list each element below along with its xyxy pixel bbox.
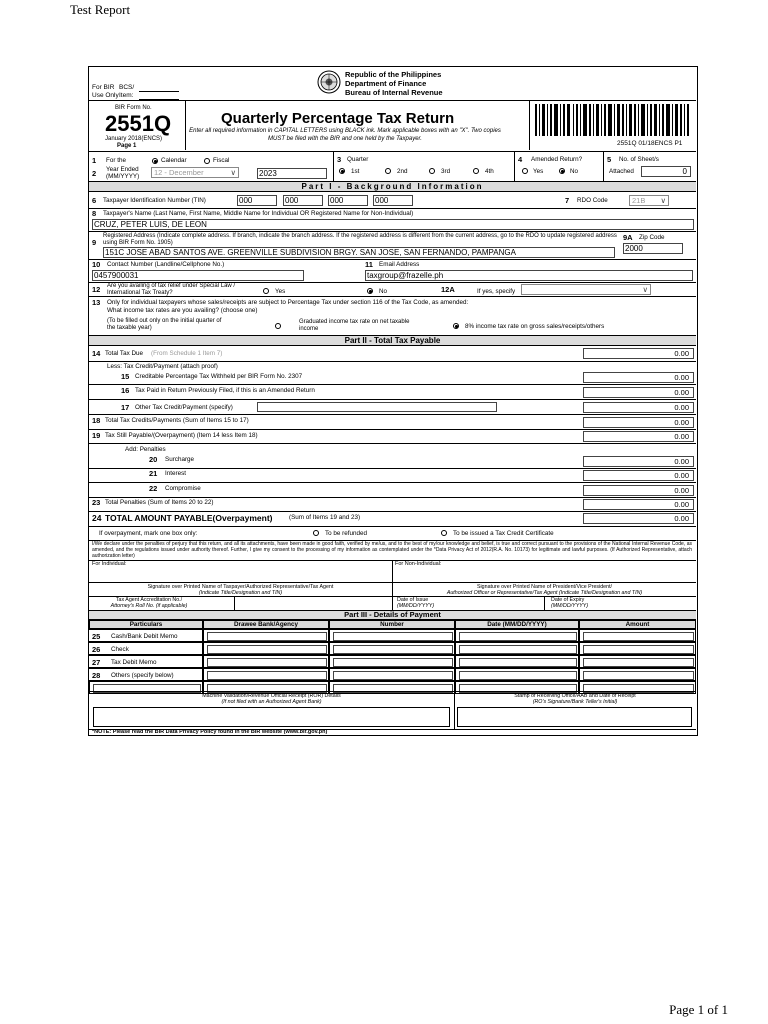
payment-column-header: Amount [579,620,696,629]
payment-input[interactable] [459,632,577,641]
barcode-icon [533,102,691,138]
payment-input[interactable] [583,671,694,680]
item-19-number: 19 [92,431,101,440]
payment-input[interactable] [333,645,453,654]
part3-title: Part III - Details of Payment [89,610,696,620]
payment-row-label: Tax Debit Memo [111,659,157,666]
date-expiry-caption: Date of Expiry (MM/DD/YYYY) [551,597,589,609]
quarter-2nd-radio[interactable] [385,168,391,174]
item-12-number: 12 [92,285,101,294]
payment-cell [579,629,696,642]
other-tax-credit-field[interactable]: 0.00 [583,402,694,413]
payment-cell [203,668,329,681]
total-tax-credits-label: Total Tax Credits/Payments (Sum of Items 15 to 17) [105,417,249,424]
item-23-number: 23 [92,498,101,507]
if-yes-label: If yes, specify [477,288,516,295]
payment-input[interactable] [333,671,453,680]
payment-column-header: Number [329,620,455,629]
payment-row [89,655,203,668]
item-label: Item: [119,92,134,99]
total-amount-payable-label: TOTAL AMOUNT PAYABLE(Overpayment) [105,513,273,523]
payment-row-number: 27 [92,658,101,667]
payment-cell [203,655,329,668]
relief-no-radio[interactable] [367,288,373,294]
compromise-field[interactable]: 0.00 [583,485,694,496]
contact-number-field[interactable]: 0457900031 [92,270,304,281]
date-issue-caption: Date of Issue (MM/DD/YYYY) [397,597,435,609]
payment-column-header: Date (MM/DD/YYYY) [455,620,579,629]
payment-column-header: Particulars [89,620,203,629]
payment-input[interactable] [459,658,577,667]
department-text: Department of Finance [345,79,427,88]
quarter-1st-radio[interactable] [339,168,345,174]
payment-input[interactable] [207,671,327,680]
payment-input[interactable] [459,671,577,680]
amended-no-label: No [570,168,579,175]
item-8-number: 8 [92,209,97,218]
total-tax-due-label: Total Tax Due [105,350,144,357]
item-18-number: 18 [92,416,101,425]
item-13-number: 13 [92,298,101,307]
tcc-radio[interactable] [441,530,447,536]
email-label: Email Address [379,261,420,268]
relief-label: Are you availing of tax relief under Special Law / International Tax Treaty? [107,283,236,296]
tcc-label: To be issued a Tax Credit Certificate [453,530,554,537]
name-label: Taxpayer's Name (Last Name, First Name, Middle Name for Individual OR Registered Name for Non-Individual) [103,210,414,217]
payment-cell [579,655,696,668]
payment-input[interactable] [207,632,327,641]
form-title: Quarterly Percentage Tax Return [221,110,455,127]
signature-non-individual-caption: Signature over Printed Name of President/Vice President/ Authorized Officer or Representative/Tax Agent (Indicate Title/Designation and TIN) [446,584,643,596]
fiscal-label: Fiscal [213,157,230,164]
payment-row-number: 26 [92,645,101,654]
quarter-4th-radio[interactable] [473,168,479,174]
tax-paid-previously-field[interactable]: 0.00 [583,387,694,398]
refund-radio[interactable] [313,530,319,536]
item-21-number: 21 [149,469,158,478]
amended-label: Amended Return? [531,156,583,163]
barcode-caption: 2551Q 01/18ENCS P1 [617,140,683,147]
treaty-select[interactable] [521,284,651,295]
payment-cell [579,668,696,681]
zip-label: Zip Code [639,234,665,241]
add-penalties-label: Add: Penalties [125,446,166,453]
machine-validation-box [93,707,450,727]
address-label: Registered Address (Indicate complete address. If branch, indicate the branch address. If the registered address is different from the current address, go to the RDO to update registered address using BIR Form No. 1905) [103,233,617,246]
year-field[interactable]: 2023 [257,168,327,179]
sheets-field[interactable]: 0 [641,166,691,177]
payment-row [89,668,203,681]
total-tax-due-hint: (From Schedule 1 Item 7) [151,350,223,357]
less-tax-credit-label: Less: Tax Credit/Payment (attach proof) [107,363,218,370]
payment-row-label: Check [111,646,129,653]
creditable-tax-label: Creditable Percentage Tax Withheld per BIR Form No. 2307 [135,373,303,380]
tin-field-1[interactable]: 000 [237,195,277,206]
surcharge-label: Surcharge [165,456,195,463]
quarter-label: Quarter [347,156,369,163]
interest-label: Interest [165,470,186,477]
quarter-3rd-label: 3rd [441,168,451,175]
other-tax-credit-specify-field[interactable] [257,402,497,412]
tax-paid-previously-label: Tax Paid in Return Previously Filed, if this is an Amended Return [135,387,315,394]
tin-field-4[interactable]: 000 [373,195,413,206]
payment-input[interactable] [583,658,694,667]
item-20-number: 20 [149,455,158,464]
payment-input[interactable] [333,658,453,667]
year-ended-label: Year Ended [106,166,139,173]
payment-cell [329,655,455,668]
item-16-number: 16 [121,386,130,395]
stamp-receiving-box [457,707,692,727]
payment-input[interactable] [583,645,694,654]
chevron-down-icon: ∨ [660,196,666,205]
tax-still-payable-field[interactable]: 0.00 [583,431,694,442]
item-15-number: 15 [121,372,130,381]
payment-input[interactable] [333,632,453,641]
payment-column-header: Drawee Bank/Agency [203,620,329,629]
payment-row-number: 28 [92,671,101,680]
tin-field-2[interactable]: 000 [283,195,323,206]
other-tax-credit-label: Other Tax Credit/Payment (specify) [135,404,233,411]
mmyyyy-label: (MM/YYYY) [106,173,140,180]
bcs-label: BCS/ [119,84,135,91]
calendar-label: Calendar [161,157,187,164]
payment-input[interactable] [459,645,577,654]
item-5-number: 5 [607,155,612,164]
payment-cell [203,629,329,642]
taxpayer-name-field[interactable]: CRUZ, PETER LUIS, DE LEON [92,219,694,230]
form-number: 2551Q [105,111,172,136]
rdo-select[interactable]: 21B ∨ [629,195,669,206]
q13-label: Only for individual taxpayers whose sales/receipts are subject to Percentage Tax under section 116 of the Tax Code, as amended: [107,299,469,306]
payment-cell [329,629,455,642]
chevron-down-icon: ∨ [642,285,648,294]
amended-yes-label: Yes [533,168,544,175]
edition-label: January 2018(ENCS) [105,136,163,142]
payment-cell [203,642,329,655]
payment-row-label: Others (specify below) [111,672,174,679]
bir-form-2551q [88,66,698,736]
relief-yes-label: Yes [275,288,286,295]
sheets-label: No. of Sheet/s [619,156,659,163]
for-individual-label: For Individual: [92,561,127,567]
for-bir-label: For BIR [92,84,115,91]
quarter-4th-label: 4th [485,168,494,175]
calendar-radio[interactable] [152,158,158,164]
total-amount-payable-sub: (Sum of Items 19 and 23) [289,514,361,521]
rdo-label: RDO Code [577,197,608,204]
report-header: Test Report [70,2,131,17]
item-1-number: 1 [92,156,97,165]
total-tax-credits-field[interactable]: 0.00 [583,417,694,428]
item-14-number: 14 [92,349,101,358]
payment-cell [455,655,579,668]
creditable-tax-field[interactable]: 0.00 [583,372,694,383]
bir-seal-icon [317,70,341,94]
agent-accreditation-caption: Tax Agent Accreditation No./ Attorney's Roll No. (if applicable) [110,597,188,609]
payment-row-number: 25 [92,632,101,641]
payment-cell [579,642,696,655]
amended-no-radio[interactable] [559,168,565,174]
tin-field-3[interactable]: 000 [328,195,368,206]
use-only-label: Use Only [92,92,119,99]
payment-cell [455,642,579,655]
item-6-number: 6 [92,196,97,205]
quarter-2nd-label: 2nd [397,168,408,175]
item-22-number: 22 [149,484,158,493]
total-penalties-label: Total Penalties (Sum of Items 20 to 22) [105,499,214,506]
item-9a-number: 9A [623,233,633,242]
quarter-1st-label: 1st [351,168,360,175]
part1-title: Part I - Background Information [89,181,696,192]
item-12a-number: 12A [441,285,455,294]
total-amount-payable-field[interactable]: 0.00 [583,513,694,524]
tin-label: Taxpayer Identification Number (TIN) [103,197,206,204]
page-label: Page 1 [117,143,137,149]
surcharge-field[interactable]: 0.00 [583,456,694,467]
compromise-label: Compromise [165,485,201,492]
declaration-text: I/We declare under the penalties of perjury that this return, and all its attachments, have been made in good faith, verified by me/us, and to the best of my/our knowledge and belief, is true and correct pursuant to the provisions of the National Internal Revenue Code, as amended, and the regulations issued under authority thereof. Further, I give my consent to the processing of my information as contemplated under the *Data Privacy Act of 2012(R.A. No. 10173) for legitimate and lawful purposes. (If Authorized Representative, attach authorization letter) [92,541,692,559]
q13b-label: What income tax rates are you availing? (choose one) [107,307,258,314]
payment-row [89,642,203,655]
payment-cell [455,668,579,681]
graduated-rate-radio[interactable] [275,323,281,329]
payment-row [89,629,203,642]
item-9-number: 9 [92,238,97,247]
item-7-number: 7 [565,196,570,205]
bureau-text: Bureau of Internal Revenue [345,88,443,97]
relief-no-label: No [379,288,388,295]
fiscal-radio[interactable] [204,158,210,164]
relief-yes-radio[interactable] [263,288,269,294]
quarter-3rd-radio[interactable] [429,168,435,174]
machine-validation-caption: Machine Validation/Revenue Official Receipt (ROR) Details (If not filed with an Authorized Agent Bank) [202,693,341,705]
for-non-individual-label: For Non-Individual: [395,561,442,567]
part2-title: Part II - Total Tax Payable [89,335,696,346]
registered-address-field[interactable]: 151C JOSE ABAD SANTOS AVE. GREENVILLE SUBDIVISION BRGY. SAN JOSE, SAN FERNANDO, PAMPANGA [103,247,615,258]
item-10-number: 10 [92,260,101,269]
for-the-label: For the [106,157,126,164]
attached-label: Attached [609,168,634,175]
eight-percent-label: 8% income tax rate on gross sales/receipts/others [465,323,605,330]
interest-field[interactable]: 0.00 [583,470,694,481]
item-17-number: 17 [121,403,130,412]
form-no-label: BIR Form No. [115,105,152,111]
zip-code-field[interactable]: 2000 [623,243,683,254]
payment-cell [455,629,579,642]
refund-label: To be refunded [325,530,368,537]
item-3-number: 3 [337,155,342,164]
overpayment-label: If overpayment, mark one box only: [99,530,198,537]
item-24-number: 24 [92,513,102,523]
item-4-number: 4 [518,155,523,164]
month-select[interactable]: 12 - December ∨ [151,167,239,178]
signature-individual-caption: Signature over Printed Name of Taxpayer/Authorized Representative/Tax Agent (Indicate Title/Designation and TIN) [147,584,334,596]
report-footer: Page 1 of 1 [669,1002,728,1017]
republic-text: Republic of the Philippines [345,70,442,79]
item-11-number: 11 [365,260,373,269]
payment-cell [329,642,455,655]
privacy-note: *NOTE: Please read the BIR Data Privacy Policy found in the BIR website (www.bir.gov.ph) [92,729,328,735]
payment-input[interactable] [207,645,327,654]
chevron-down-icon: ∨ [230,168,236,177]
stamp-receiving-caption: Stamp of Receiving Office/AAB and Date of Receipt (RO's Signature/Bank Teller's Initial) [514,693,636,705]
contact-label: Contact Number (Landline/Cellphone No.) [107,261,225,268]
item-2-number: 2 [92,169,97,178]
q13c-label: (To be filled out only on the initial quarter of the taxable year) [107,318,222,331]
payment-cell [329,668,455,681]
form-instructions: Enter all required information in CAPITAL LETTERS using BLACK ink. Mark applicable boxes with an "X". Two copies MUST be filed with the BIR and one held by the Taxpayer. [189,128,501,142]
email-field[interactable]: taxgroup@frazelle.ph [365,270,693,281]
graduated-rate-label: Graduated income tax rate on net taxable income [299,319,410,332]
payment-row-label: Cash/Bank Debit Memo [111,633,178,640]
amended-yes-radio[interactable] [522,168,528,174]
tax-still-payable-label: Tax Still Payable/(Overpayment) (Item 14 less Item 18) [105,432,258,439]
payment-input[interactable] [207,658,327,667]
total-penalties-field[interactable]: 0.00 [583,499,694,510]
total-tax-due-field[interactable]: 0.00 [583,348,694,359]
payment-input[interactable] [583,632,694,641]
eight-percent-radio[interactable] [453,323,459,329]
